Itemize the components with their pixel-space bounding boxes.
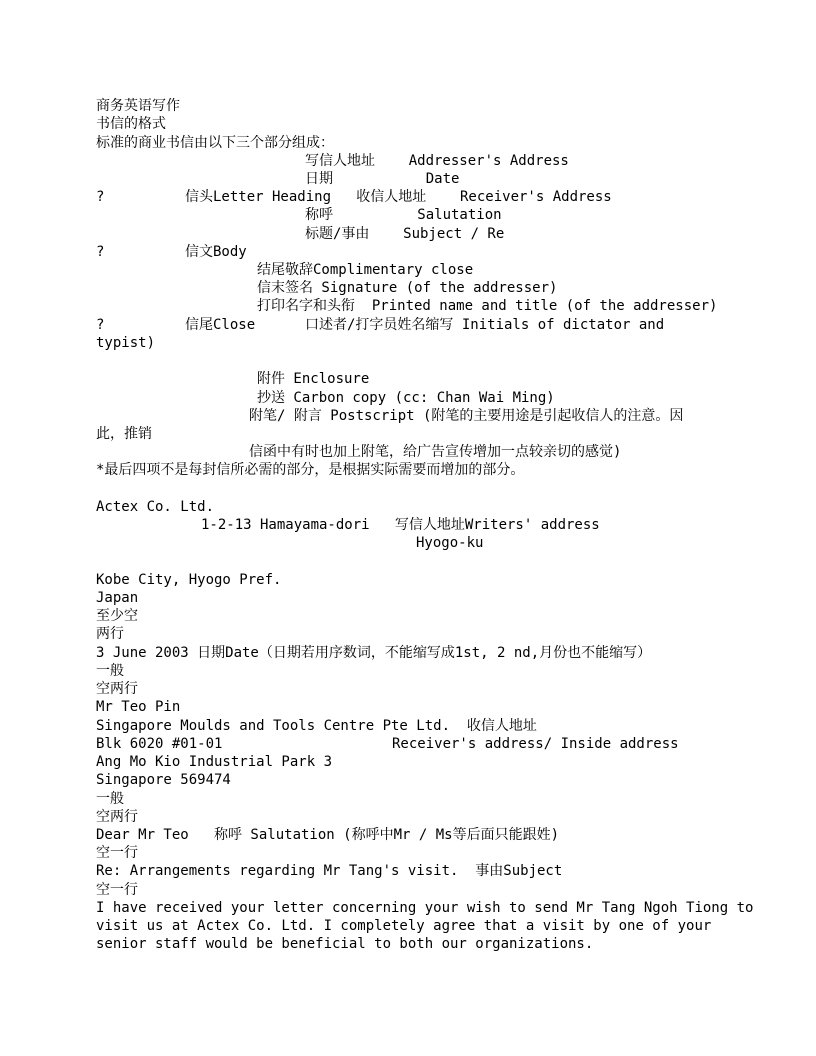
recipient-street: Ang Mo Kio Industrial Park 3: [96, 754, 333, 770]
note-line: 一般: [96, 791, 124, 807]
recipient-name: Mr Teo Pin: [96, 699, 181, 715]
recipient-postcode: Singapore 569474: [96, 772, 231, 788]
sender-city: Kobe City, Hyogo Pref.: [96, 572, 282, 588]
close-initials: 口述者/打字员姓名缩写 Initials of dictator and: [305, 317, 665, 333]
sender-street: 1-2-13 Hamayama-dori 写信人地址Writers' address: [201, 517, 600, 533]
salutation-line: Dear Mr Teo 称呼 Salutation (称呼中Mr / Ms等后面只能跟姓): [96, 827, 560, 843]
close-complimentary: 结尾敬辞Complimentary close: [257, 262, 474, 278]
body-paragraph-line: I have received your letter concerning your wish to send Mr Tang Ngoh Tiong to: [96, 900, 754, 916]
close-carbon-copy: 抄送 Carbon copy (cc: Chan Wai Ming): [257, 390, 555, 406]
body-paragraph-line: visit us at Actex Co. Ltd. I completely agree that a visit by one of your: [96, 918, 712, 934]
sender-ward: Hyogo-ku: [416, 535, 484, 551]
bullet-marker: ?: [96, 244, 105, 260]
heading-subject: 标题/事由 Subject / Re: [305, 226, 505, 242]
close-signature: 信末签名 Signature (of the addresser): [257, 280, 558, 296]
heading-letter-heading: 信头Letter Heading 收信人地址 Receiver's Address: [185, 189, 612, 205]
heading-addresser-address: 写信人地址 Addresser's Address: [305, 153, 569, 169]
body-paragraph-line: senior staff would be beneficial to both our organizations.: [96, 936, 594, 952]
sender-country: Japan: [96, 590, 139, 606]
note-line: 空一行: [96, 882, 138, 898]
close-postscript: 附笔/ 附言 Postscript (附笔的主要用途是引起收信人的注意。因: [249, 408, 684, 424]
bullet-marker: ?: [96, 189, 105, 205]
recipient-block: Blk 6020 #01-01: [96, 736, 223, 752]
date-line: 3 June 2003 日期Date（日期若用序数词，不能缩写成1st, 2 nd,月份也不能缩写）: [96, 645, 652, 661]
note-line: 一般: [96, 663, 124, 679]
close-enclosure: 附件 Enclosure: [257, 371, 370, 387]
footnote: *最后四项不是每封信所必需的部分，是根据实际需要而增加的部分。: [96, 462, 525, 478]
heading-body: 信文Body: [185, 244, 247, 260]
subject-line: Re: Arrangements regarding Mr Tang's visit. 事由Subject: [96, 863, 563, 879]
note-line: 空一行: [96, 845, 138, 861]
close-postscript-wrap: 此，推销: [96, 426, 152, 442]
heading-date: 日期 Date: [305, 171, 460, 187]
heading-close: 信尾Close: [185, 317, 256, 333]
note-line: 至少空: [96, 608, 138, 624]
bullet-marker: ?: [96, 317, 105, 333]
sender-company: Actex Co. Ltd.: [96, 499, 215, 515]
intro-line: 标准的商业书信由以下三个部分组成：: [96, 135, 334, 151]
heading-salutation: 称呼 Salutation: [305, 207, 502, 223]
note-line: 两行: [96, 626, 124, 642]
close-postscript-note: 信函中有时也加上附笔，给广告宣传增加一点较亲切的感觉): [249, 444, 622, 460]
close-initials-wrap: typist): [96, 335, 156, 351]
recipient-company: Singapore Moulds and Tools Centre Pte Ltd. 收信人地址: [96, 718, 537, 734]
doc-title: 商务英语写作: [96, 98, 180, 114]
close-printed-name: 打印名字和头衔 Printed name and title (of the addresser): [257, 298, 718, 314]
note-line: 空两行: [96, 681, 138, 697]
section-heading: 书信的格式: [96, 116, 166, 132]
note-line: 空两行: [96, 809, 138, 825]
recipient-label: Receiver's address/ Inside address: [392, 736, 679, 752]
